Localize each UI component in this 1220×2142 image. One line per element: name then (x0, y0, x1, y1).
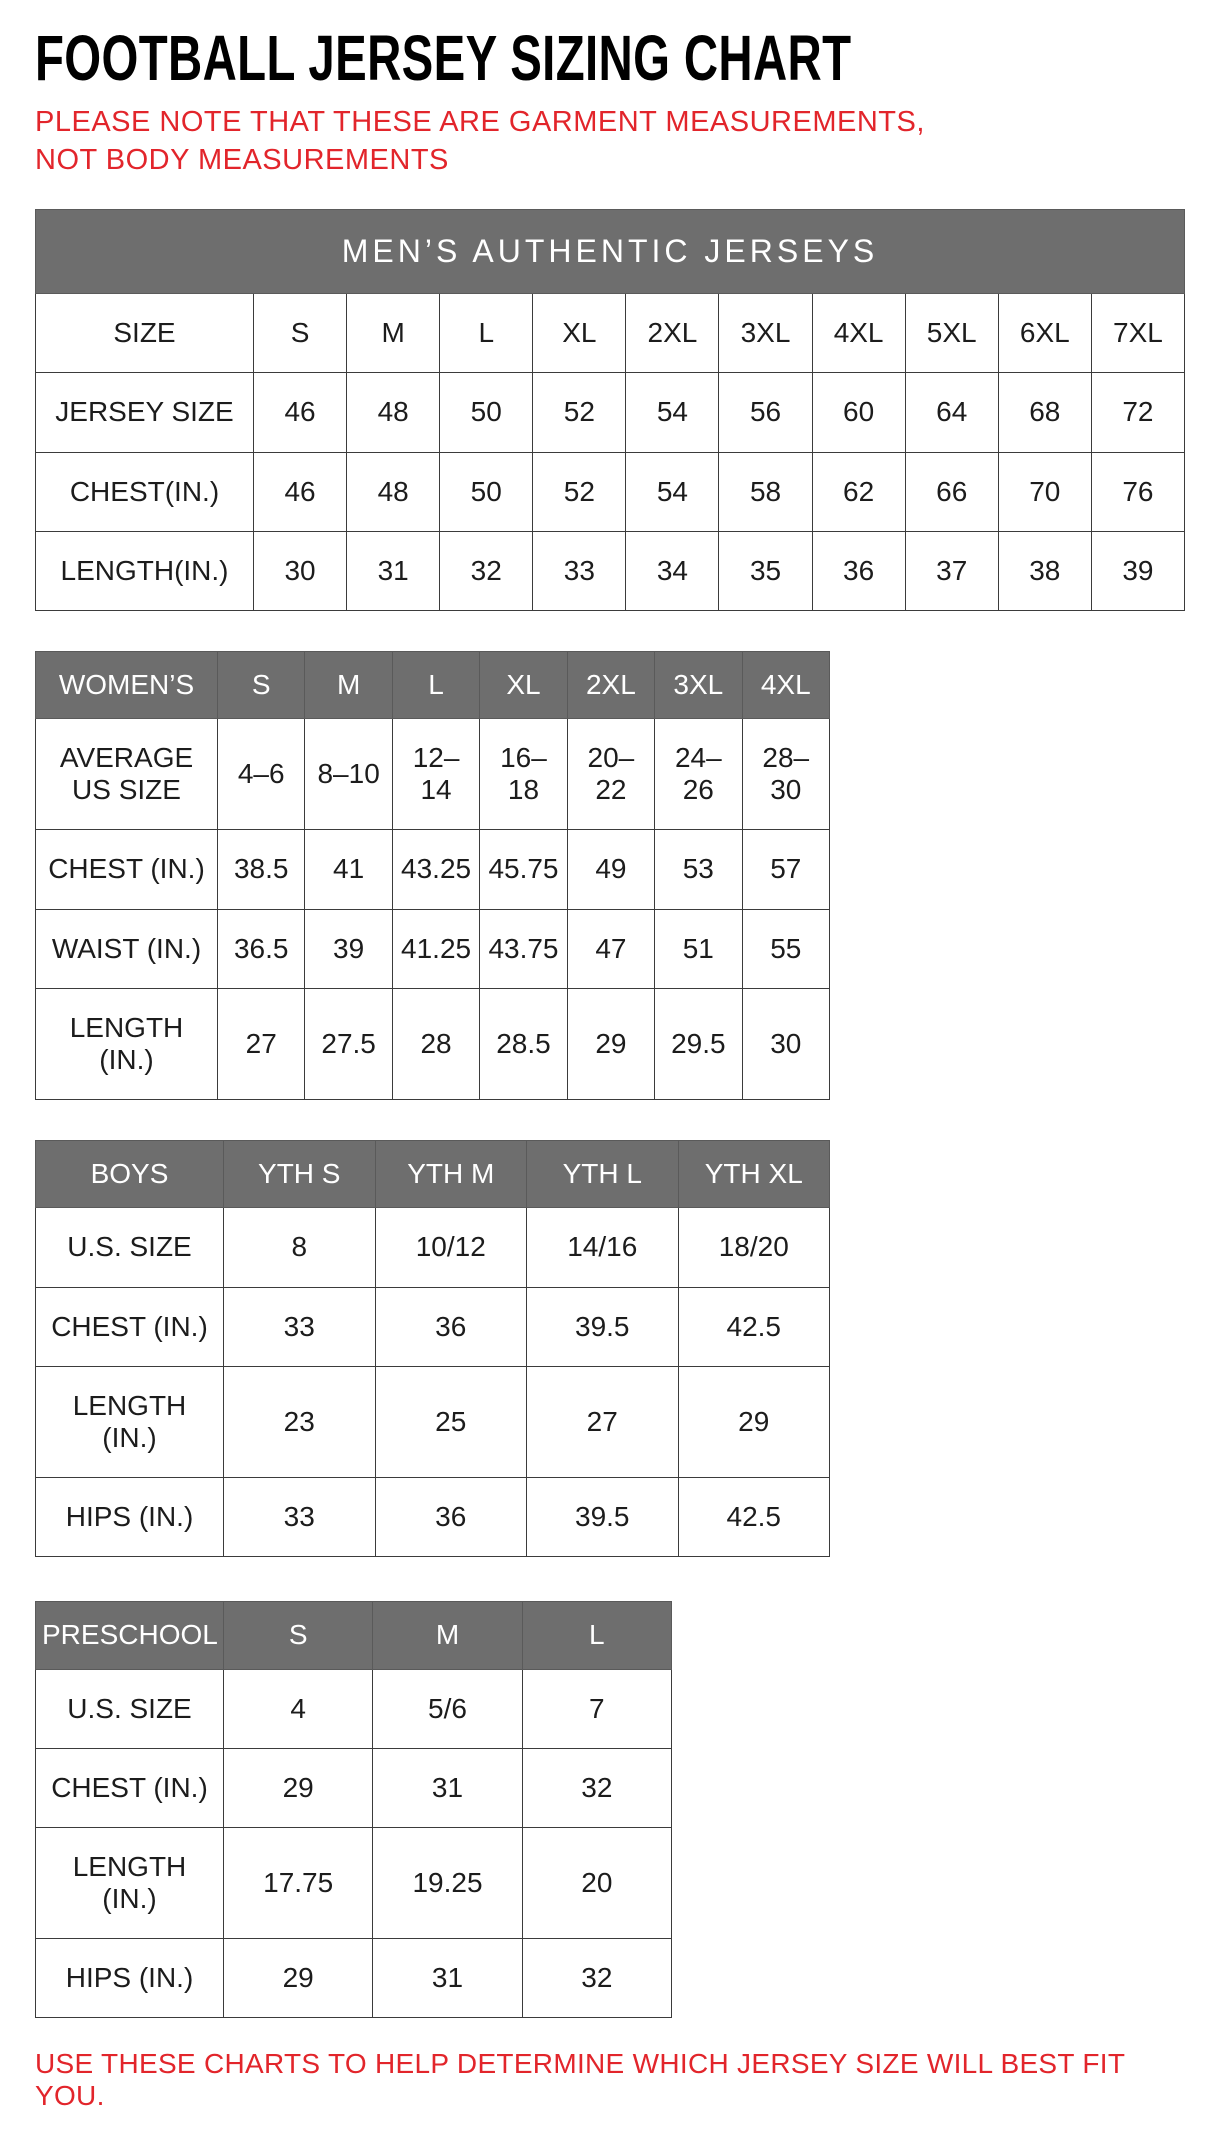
boys-value-cell: 33 (224, 1287, 376, 1366)
boys-size-col-header: YTH XL (678, 1141, 830, 1208)
mens-value-cell: 62 (812, 452, 905, 531)
boys-value-cell: 36 (375, 1478, 527, 1557)
womens-table-row (36, 830, 830, 909)
womens-size-col-header: 2XL (567, 651, 654, 718)
womens-value-cell: 20–22 (567, 719, 654, 830)
mens-value-cell: 30 (254, 531, 347, 610)
boys-table-row (36, 1478, 830, 1557)
womens-value-cell: 29.5 (655, 988, 742, 1099)
boys-row-label: CHEST (IN.) (36, 1287, 224, 1366)
mens-value-cell: 34 (626, 531, 719, 610)
boys-value-cell: 33 (224, 1478, 376, 1557)
preschool-size-col-header: M (373, 1602, 522, 1669)
boys-value-cell: 39.5 (527, 1478, 679, 1557)
preschool-table-row (36, 1748, 672, 1827)
womens-value-cell: 51 (655, 909, 742, 988)
womens-size-col-header: 3XL (655, 651, 742, 718)
womens-row-label: WAIST (IN.) (36, 909, 218, 988)
boys-value-cell: 42.5 (678, 1287, 830, 1366)
mens-size-col-header: 6XL (998, 294, 1091, 373)
womens-value-cell: 8–10 (305, 719, 392, 830)
womens-table-row (36, 909, 830, 988)
womens-size-col-header: XL (480, 651, 567, 718)
preschool-value-cell: 4 (224, 1669, 373, 1748)
womens-size-col-header: M (305, 651, 392, 718)
womens-value-cell: 12–14 (392, 719, 479, 830)
preschool-row-label: LENGTH (IN.) (36, 1827, 224, 1938)
mens-size-col-header: XL (533, 294, 626, 373)
mens-size-col-header: 4XL (812, 294, 905, 373)
mens-value-cell: 70 (998, 452, 1091, 531)
mens-banner-row (36, 210, 1185, 294)
womens-size-col-header: 4XL (742, 651, 829, 718)
womens-value-cell: 55 (742, 909, 829, 988)
mens-header-label: SIZE (36, 294, 254, 373)
mens-value-cell: 72 (1091, 373, 1184, 452)
mens-size-col-header: 2XL (626, 294, 719, 373)
boys-value-cell: 27 (527, 1366, 679, 1477)
preschool-value-cell: 32 (522, 1939, 671, 2018)
preschool-value-cell: 5/6 (373, 1669, 522, 1748)
womens-value-cell: 28–30 (742, 719, 829, 830)
mens-value-cell: 50 (440, 452, 533, 531)
boys-value-cell: 23 (224, 1366, 376, 1477)
boys-table-row (36, 1366, 830, 1477)
mens-row-label: CHEST(IN.) (36, 452, 254, 531)
preschool-row-label: CHEST (IN.) (36, 1748, 224, 1827)
mens-value-cell: 76 (1091, 452, 1184, 531)
womens-row-label: CHEST (IN.) (36, 830, 218, 909)
preschool-header-label: PRESCHOOL (36, 1602, 224, 1669)
mens-table-row (36, 373, 1185, 452)
boys-header-row (36, 1141, 830, 1208)
page-title: FOOTBALL JERSEY SIZING CHART (35, 22, 852, 94)
preschool-table-row (36, 1939, 672, 2018)
mens-size-col-header: S (254, 294, 347, 373)
preschool-value-cell: 29 (224, 1748, 373, 1827)
boys-size-col-header: YTH L (527, 1141, 679, 1208)
womens-value-cell: 49 (567, 830, 654, 909)
mens-value-cell: 64 (905, 373, 998, 452)
preschool-value-cell: 7 (522, 1669, 671, 1748)
womens-value-cell: 45.75 (480, 830, 567, 909)
mens-value-cell: 52 (533, 373, 626, 452)
preschool-row-label: HIPS (IN.) (36, 1939, 224, 2018)
preschool-row-label: U.S. SIZE (36, 1669, 224, 1748)
mens-value-cell: 54 (626, 373, 719, 452)
boys-value-cell: 42.5 (678, 1478, 830, 1557)
preschool-value-cell: 31 (373, 1939, 522, 2018)
boys-row-label: U.S. SIZE (36, 1208, 224, 1287)
mens-value-cell: 66 (905, 452, 998, 531)
mens-value-cell: 38 (998, 531, 1091, 610)
womens-value-cell: 4–6 (218, 719, 305, 830)
mens-value-cell: 46 (254, 452, 347, 531)
womens-value-cell: 53 (655, 830, 742, 909)
boys-table-row (36, 1208, 830, 1287)
mens-value-cell: 35 (719, 531, 812, 610)
preschool-size-col-header: S (224, 1602, 373, 1669)
womens-value-cell: 27 (218, 988, 305, 1099)
mens-value-cell: 54 (626, 452, 719, 531)
womens-header-row (36, 651, 830, 718)
mens-table-row (36, 531, 1185, 610)
mens-size-col-header: 7XL (1091, 294, 1184, 373)
mens-size-col-header: 5XL (905, 294, 998, 373)
boys-value-cell: 25 (375, 1366, 527, 1477)
womens-value-cell: 43.25 (392, 830, 479, 909)
preschool-value-cell: 19.25 (373, 1827, 522, 1938)
womens-table-row (36, 988, 830, 1099)
womens-table-row (36, 719, 830, 830)
mens-value-cell: 39 (1091, 531, 1184, 610)
mens-size-col-header: L (440, 294, 533, 373)
tables-container (35, 209, 1185, 2018)
womens-value-cell: 24–26 (655, 719, 742, 830)
mens-value-cell: 48 (347, 373, 440, 452)
boys-value-cell: 39.5 (527, 1287, 679, 1366)
womens-size-col-header: L (392, 651, 479, 718)
womens-row-label: LENGTH (IN.) (36, 988, 218, 1099)
boys-value-cell: 36 (375, 1287, 527, 1366)
preschool-header-row (36, 1602, 672, 1669)
mens-value-cell: 60 (812, 373, 905, 452)
boys-size-col-header: YTH S (224, 1141, 376, 1208)
boys-value-cell: 14/16 (527, 1208, 679, 1287)
womens-value-cell: 29 (567, 988, 654, 1099)
mens-value-cell: 68 (998, 373, 1091, 452)
preschool-table-row (36, 1669, 672, 1748)
mens-value-cell: 36 (812, 531, 905, 610)
womens-row-label: AVERAGE US SIZE (36, 719, 218, 830)
womens-value-cell: 28.5 (480, 988, 567, 1099)
womens-size-col-header: S (218, 651, 305, 718)
mens-value-cell: 50 (440, 373, 533, 452)
mens-sizing-table (35, 209, 1185, 611)
preschool-value-cell: 20 (522, 1827, 671, 1938)
boys-row-label: LENGTH (IN.) (36, 1366, 224, 1477)
mens-value-cell: 46 (254, 373, 347, 452)
mens-banner: MEN’S AUTHENTIC JERSEYS (36, 210, 1185, 294)
womens-value-cell: 28 (392, 988, 479, 1099)
preschool-value-cell: 32 (522, 1748, 671, 1827)
mens-value-cell: 33 (533, 531, 626, 610)
womens-value-cell: 41.25 (392, 909, 479, 988)
preschool-value-cell: 17.75 (224, 1827, 373, 1938)
boys-value-cell: 8 (224, 1208, 376, 1287)
womens-value-cell: 27.5 (305, 988, 392, 1099)
womens-value-cell: 36.5 (218, 909, 305, 988)
boys-table-row (36, 1287, 830, 1366)
boys-row-label: HIPS (IN.) (36, 1478, 224, 1557)
womens-value-cell: 57 (742, 830, 829, 909)
boys-value-cell: 10/12 (375, 1208, 527, 1287)
mens-value-cell: 32 (440, 531, 533, 610)
mens-row-label: LENGTH(IN.) (36, 531, 254, 610)
mens-row-label: JERSEY SIZE (36, 373, 254, 452)
boys-value-cell: 18/20 (678, 1208, 830, 1287)
boys-header-label: BOYS (36, 1141, 224, 1208)
mens-size-col-header: M (347, 294, 440, 373)
womens-value-cell: 47 (567, 909, 654, 988)
mens-value-cell: 37 (905, 531, 998, 610)
womens-value-cell: 39 (305, 909, 392, 988)
womens-value-cell: 30 (742, 988, 829, 1099)
mens-header-row (36, 294, 1185, 373)
womens-value-cell: 16–18 (480, 719, 567, 830)
preschool-size-col-header: L (522, 1602, 671, 1669)
womens-value-cell: 43.75 (480, 909, 567, 988)
mens-value-cell: 31 (347, 531, 440, 610)
preschool-table-row (36, 1827, 672, 1938)
boys-value-cell: 29 (678, 1366, 830, 1477)
mens-value-cell: 58 (719, 452, 812, 531)
womens-header-label: WOMEN’S (36, 651, 218, 718)
womens-sizing-table (35, 651, 830, 1100)
mens-value-cell: 52 (533, 452, 626, 531)
boys-size-col-header: YTH M (375, 1141, 527, 1208)
mens-value-cell: 56 (719, 373, 812, 452)
boys-sizing-table (35, 1140, 830, 1557)
preschool-sizing-table (35, 1601, 672, 2018)
mens-table-row (36, 452, 1185, 531)
preschool-value-cell: 29 (224, 1939, 373, 2018)
preschool-value-cell: 31 (373, 1748, 522, 1827)
womens-value-cell: 41 (305, 830, 392, 909)
womens-value-cell: 38.5 (218, 830, 305, 909)
mens-value-cell: 48 (347, 452, 440, 531)
garment-measurements-note: PLEASE NOTE THAT THESE ARE GARMENT MEASUREMENTS, NOT BODY MEASUREMENTS (35, 106, 925, 176)
footer-note: USE THESE CHARTS TO HELP DETERMINE WHICH JERSEY SIZE WILL BEST FIT YOU. (35, 2048, 1125, 2112)
mens-size-col-header: 3XL (719, 294, 812, 373)
